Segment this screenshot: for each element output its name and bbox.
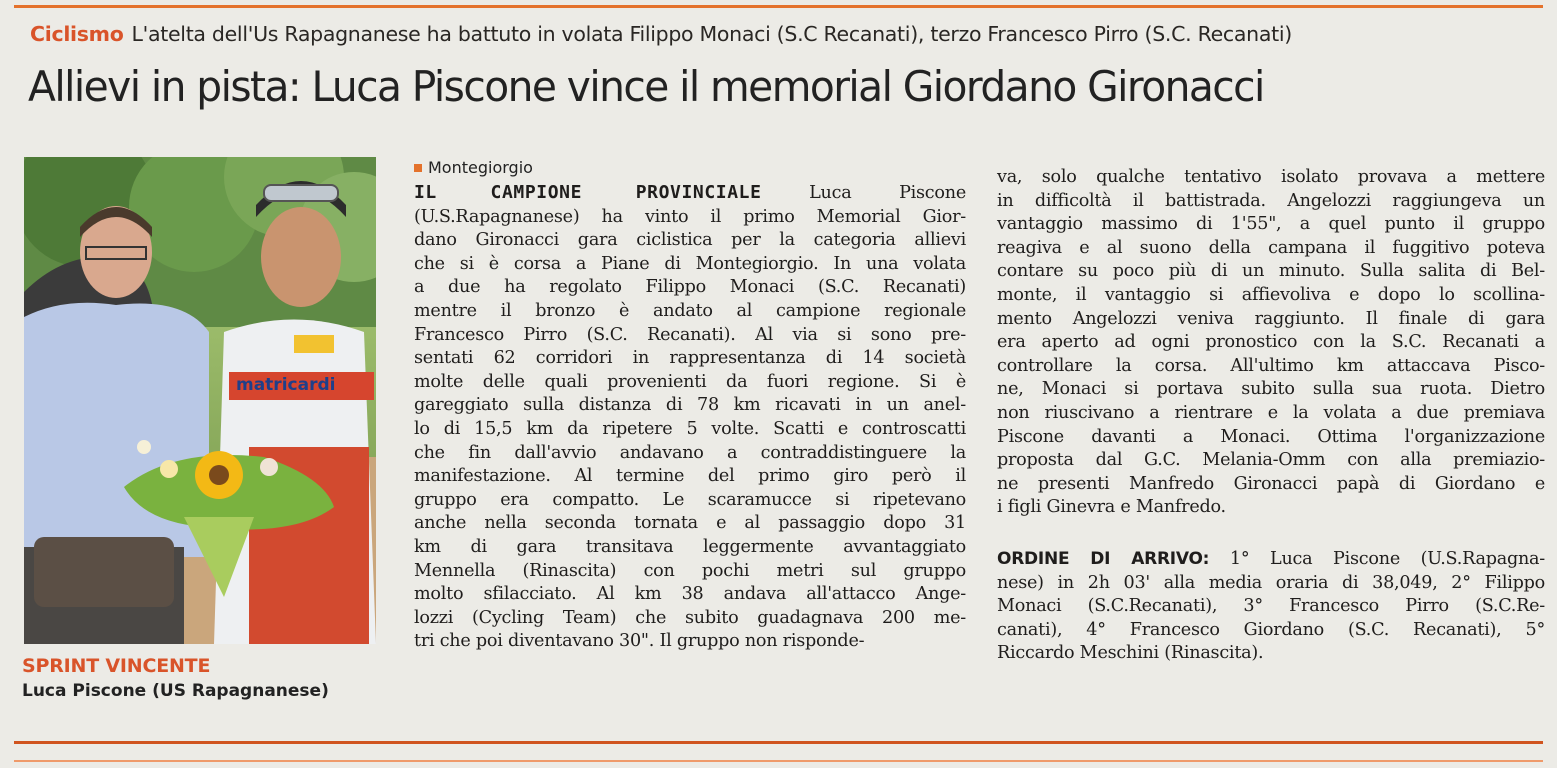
article-line: molte delle quali provenienti da fuori regione. Si è — [414, 371, 966, 392]
photo-caption-title: SPRINT VINCENTE — [22, 655, 211, 677]
article-line: che si è corsa a Piane di Montegiorgio. In una volata — [414, 253, 966, 274]
bullet-square-icon — [414, 164, 422, 172]
section-label: Ciclismo — [30, 22, 124, 46]
article-line: lozzi (Cycling Team) che subito guadagnava 200 me- — [414, 607, 966, 628]
article-lead-rest: Luca Piscone — [809, 183, 966, 203]
article-first-line — [414, 181, 966, 206]
article-line: manifestazione. Al termine del primo giro però il — [414, 466, 966, 487]
article-line: non riuscivano a rientrare e la volata a due premiava — [997, 402, 1545, 423]
kicker — [30, 22, 1540, 46]
article-line: in difficoltà il battistrada. Angelozzi raggiungeva un — [997, 190, 1545, 211]
article-line: km di gara transitava leggermente avvantaggiato — [414, 536, 966, 557]
dateline — [414, 158, 533, 177]
order-line: nese) in 2h 03' alla media oraria di 38,049, 2° Filippo — [997, 572, 1545, 593]
article-line: sentati 62 corridori in rappresentanza di 14 società — [414, 348, 966, 369]
article-line: monte, il vantaggio si affievoliva e dopo lo scollina- — [997, 284, 1545, 305]
article-line: mento Angelozzi veniva raggiunto. Il finale di gara — [997, 308, 1545, 329]
order-first-line — [997, 548, 1545, 572]
article-lead: IL CAMPIONE PROVINCIALE — [414, 182, 762, 203]
bottom-rule — [14, 741, 1543, 744]
article-line: mentre il bronzo è andato al campione regionale — [414, 300, 966, 321]
article-line: Mennella (Rinascita) con pochi metri sul gruppo — [414, 560, 966, 581]
photo-caption-text: Luca Piscone (US Rapagnanese) — [22, 681, 329, 701]
article-line: i figli Ginevra e Manfredo. — [997, 497, 1226, 518]
article-line: era aperto ad ogni pronostico con la S.C. Recanati a — [997, 332, 1545, 353]
jersey-text: matricardi — [236, 375, 336, 395]
photo-illustration — [24, 157, 376, 644]
column-2-lines — [997, 166, 1545, 520]
article-line: gruppo era compatto. Le scaramucce si ripetevano — [414, 489, 966, 510]
article-line: Francesco Pirro (S.C. Recanati). Al via si sono pre- — [414, 324, 966, 345]
article-line: reagiva e al suono della campana il fuggitivo poteva — [997, 237, 1545, 258]
order-lines — [997, 572, 1545, 666]
order-line: canati), 4° Francesco Giordano (S.C. Recanati), 5° — [997, 619, 1545, 640]
article-line: Piscone davanti a Monaci. Ottima l'organizzazione — [997, 426, 1545, 447]
article-line: (U.S.Rapagnanese) ha vinto il primo Memorial Gior- — [414, 206, 966, 227]
article-column-1 — [414, 181, 966, 654]
article-line: che fin dall'avvio andavano a contraddistinguere la — [414, 442, 966, 463]
article-line: vantaggio massimo di 1'55", a quel punto il gruppo — [997, 214, 1545, 235]
article-line: a due ha regolato Filippo Monaci (S.C. Recanati) — [414, 277, 966, 298]
article-line: anche nella seconda tornata e al passaggio dopo 31 — [414, 513, 966, 534]
column-1-lines — [414, 206, 966, 654]
order-line: Monaci (S.C.Recanati), 3° Francesco Pirro (S.C.Re- — [997, 596, 1545, 617]
article-line: proposta dal G.C. Melania-Omm con alla premiazio- — [997, 450, 1545, 471]
article-photo — [24, 157, 376, 644]
bottom-rule-2 — [14, 760, 1543, 762]
order-first-rest: 1° Luca Piscone (U.S.Rapagna- — [1229, 548, 1545, 569]
article-line: lo di 15,5 km da ripetere 5 volte. Scatti e controscatti — [414, 418, 966, 439]
article-line: molto sfilacciato. Al km 38 andava all'attacco Ange- — [414, 584, 966, 605]
article-line: dano Gironacci gara ciclistica per la categoria allievi — [414, 230, 966, 251]
order-label: ORDINE DI ARRIVO: — [997, 548, 1210, 569]
article-line: contare su poco più di un minuto. Sulla salita di Bel- — [997, 261, 1545, 282]
top-rule — [14, 5, 1543, 8]
article-line: controllare la corsa. All'ultimo km attaccava Pisco- — [997, 355, 1545, 376]
article-line: ne, Monaci si portava subito sulla sua ruota. Dietro — [997, 379, 1545, 400]
article-line: gareggiato sulla distanza di 78 km ricavati in un anel- — [414, 395, 966, 416]
kicker-text: L'atelta dell'Us Rapagnanese ha battuto in volata Filippo Monaci (S.C Recanati), terzo Francesco Pirro (S.C. Recanati) — [131, 22, 1292, 46]
headline: Allievi in pista: Luca Piscone vince il memorial Giordano Gironacci — [28, 62, 1264, 111]
article-line: va, solo qualche tentativo isolato provava a mettere — [997, 167, 1545, 187]
cyclist-face — [261, 207, 341, 307]
order-line: Riccardo Meschini (Rinascita). — [997, 643, 1264, 664]
article-line: ne presenti Manfredo Gironacci papà di Giordano e — [997, 473, 1545, 494]
dateline-text: Montegiorgio — [428, 158, 533, 177]
article-column-2 — [997, 166, 1545, 666]
article-line: tri che poi diventavano 30". Il gruppo non risponde- — [414, 631, 865, 652]
